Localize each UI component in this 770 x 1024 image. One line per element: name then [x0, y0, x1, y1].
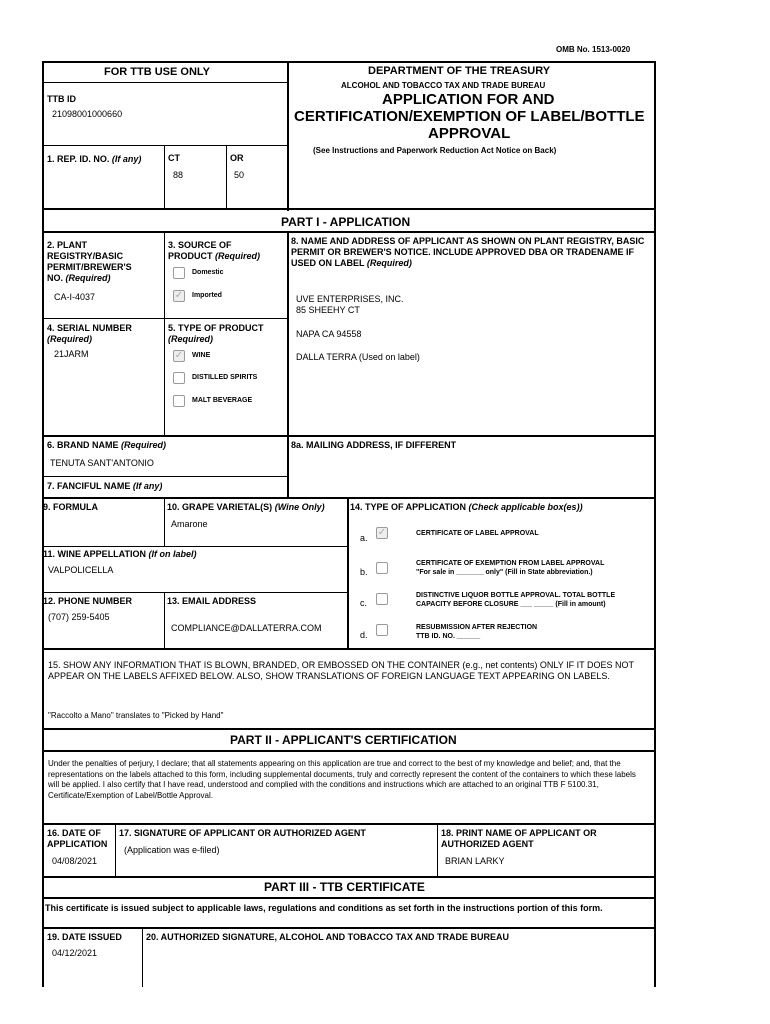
serial-number-label: 4. SERIAL NUMBER (Required) [47, 323, 132, 344]
email-address-label: 13. EMAIL ADDRESS [167, 596, 257, 606]
resubmission-option: RESUBMISSION AFTER REJECTION TTB ID. NO. ______ [416, 624, 538, 640]
bureau-heading: ALCOHOL AND TOBACCO TAX AND TRADE BUREAU [341, 81, 546, 90]
domestic-checkbox[interactable] [173, 267, 185, 279]
frame-right [654, 61, 656, 987]
omb-number: OMB No. 1513-0020 [556, 45, 631, 54]
option-b-letter: b. [360, 567, 368, 577]
part-3-title: PART III - TTB CERTIFICATE [264, 880, 425, 894]
department-heading: DEPARTMENT OF THE TREASURY [368, 65, 551, 77]
resubmission-checkbox[interactable] [376, 624, 388, 636]
ct-value: 88 [173, 170, 184, 180]
application-type-label: 14. TYPE OF APPLICATION (Check applicable box(es)) [350, 502, 583, 512]
date-of-application-label: 16. DATE OF APPLICATION [47, 828, 108, 849]
check-icon: ✓ [377, 527, 387, 538]
signature-value: (Application was e-filed) [124, 845, 220, 855]
email-address-value: COMPLIANCE@DALLATERRA.COM [171, 623, 322, 633]
domestic-label: Domestic [192, 269, 224, 276]
malt-beverage-checkbox[interactable] [173, 395, 185, 407]
brand-name-value: TENUTA SANT'ANTONIO [50, 458, 154, 468]
header-divider [287, 61, 289, 211]
option-a-letter: a. [360, 533, 368, 543]
phone-number-value: (707) 259-5405 [48, 612, 110, 622]
plant-registry-value: CA-I-4037 [54, 292, 96, 302]
serial-number-value: 21JARM [54, 349, 89, 359]
date-issued-value: 04/12/2021 [52, 948, 98, 958]
part-1-title: PART I - APPLICATION [281, 215, 411, 229]
option-d-letter: d. [360, 630, 368, 640]
source-of-product-label: 3. SOURCE OF PRODUCT (Required) [168, 240, 261, 261]
print-name-label: 18. PRINT NAME OF APPLICANT OR AUTHORIZED AGENT [441, 828, 597, 849]
certificate-text: This certificate is issued subject to applicable laws, regulations and conditions as set forth in the instructions portion of this form. [45, 903, 603, 913]
item-15-value: "Raccolto a Mano" translates to "Picked by Hand" [48, 711, 224, 720]
mailing-address-label: 8a. MAILING ADDRESS, IF DIFFERENT [291, 440, 457, 450]
exemption-checkbox[interactable] [376, 562, 388, 574]
applicant-line-4: DALLA TERRA (Used on label) [296, 352, 420, 362]
applicant-name-address-label: 8. NAME AND ADDRESS OF APPLICANT AS SHOWN ON PLANT REGISTRY, BASIC PERMIT OR BREWER'S NOTICE. INCLUDE APPROVED DBA OR TRADENAME IF USED ON LABEL (Required) [291, 236, 645, 268]
authorized-signature-label: 20. AUTHORIZED SIGNATURE, ALCOHOL AND TOBACCO TAX AND TRADE BUREAU [146, 932, 510, 942]
distilled-spirits-label: DISTILLED SPIRITS [192, 374, 258, 381]
ct-label: CT [168, 153, 180, 163]
distinctive-bottle-checkbox[interactable] [376, 593, 388, 605]
date-of-application-value: 04/08/2021 [52, 856, 98, 866]
wine-checkbox[interactable] [173, 350, 185, 362]
rep-id-label: 1. REP. ID. NO. (If any) [47, 154, 142, 164]
check-icon: ✓ [174, 350, 184, 361]
phone-number-label: 12. PHONE NUMBER [43, 596, 133, 606]
frame-left [42, 61, 44, 987]
item-15-instructions: 15. SHOW ANY INFORMATION THAT IS BLOWN, BRANDED, OR EMBOSSED ON THE CONTAINER (e.g., net contents) ONLY IF IT DOES NOT APPEAR ON THE LABELS AFFIXED BELOW. ALSO, SHOW TRANSLATIONS OF FOREIGN LANGUAGE TEXT APPEARING ON LABELS. [48, 660, 634, 681]
certification-text: Under the penalties of perjury, I declare; that all statements appearing on this application are true and correct to the best of my knowledge and belief; and, that the representations on the labels attached to this form, including supplemental documents, truly and correctly represent the content of the containers to which these labels will be applied. I also certify that I have read, understood and complied with the conditions and instructions which are attached to an original TTB F 5100.31, Certificate/Exemption of Label/Bottle Approval. [48, 759, 636, 800]
wine-appellation-value: VALPOLICELLA [48, 565, 114, 575]
print-name-value: BRIAN LARKY [445, 856, 505, 866]
check-icon: ✓ [174, 290, 184, 301]
wine-label: WINE [192, 352, 211, 359]
option-c-letter: c. [360, 598, 368, 608]
grape-varietal-label: 10. GRAPE VARIETAL(S) (Wine Only) [167, 502, 325, 512]
malt-beverage-label: MALT BEVERAGE [192, 397, 253, 404]
fanciful-name-label: 7. FANCIFUL NAME (If any) [47, 481, 163, 491]
frame-top [42, 61, 655, 63]
applicant-line-1: UVE ENTERPRISES, INC. [296, 294, 404, 304]
brand-name-label: 6. BRAND NAME (Required) [47, 440, 167, 450]
signature-label: 17. SIGNATURE OF APPLICANT OR AUTHORIZED AGENT [119, 828, 366, 838]
ttb-id-label: TTB ID [47, 94, 76, 104]
part-2-title: PART II - APPLICANT'S CERTIFICATION [230, 733, 457, 747]
applicant-line-3: NAPA CA 94558 [296, 329, 362, 339]
label-approval-checkbox[interactable] [376, 527, 388, 539]
or-value: 50 [234, 170, 245, 180]
ttb-id-value: 21098001000660 [52, 109, 123, 119]
distinctive-bottle-option: DISTINCTIVE LIQUOR BOTTLE APPROVAL. TOTAL BOTTLE CAPACITY BEFORE CLOSURE ___ _____ (Fill in amount) [416, 592, 616, 608]
wine-appellation-label: 11. WINE APPELLATION (If on label) [43, 549, 197, 559]
exemption-option: CERTIFICATE OF EXEMPTION FROM LABEL APPROVAL "For sale in _______ only" (Fill in State abbreviation.) [416, 560, 605, 576]
form-title-line-1: APPLICATION FOR AND [382, 91, 555, 108]
instructions-note: (See Instructions and Paperwork Reduction Act Notice on Back) [313, 146, 557, 155]
imported-label: Imported [192, 292, 222, 299]
form-title-line-3: APPROVAL [428, 125, 511, 142]
grape-varietal-value: Amarone [171, 519, 208, 529]
date-issued-label: 19. DATE ISSUED [47, 932, 122, 942]
label-approval-option: CERTIFICATE OF LABEL APPROVAL [416, 530, 539, 537]
distilled-spirits-checkbox[interactable] [173, 372, 185, 384]
or-label: OR [230, 153, 244, 163]
ttb-use-only-heading: FOR TTB USE ONLY [104, 66, 210, 78]
applicant-line-2: 85 SHEEHY CT [296, 305, 360, 315]
form-title-line-2: CERTIFICATION/EXEMPTION OF LABEL/BOTTLE [294, 108, 645, 125]
plant-registry-label: 2. PLANT REGISTRY/BASIC PERMIT/BREWER'S NO. (Required) [47, 240, 132, 283]
imported-checkbox[interactable] [173, 290, 185, 302]
formula-label: 9. FORMULA [43, 502, 98, 512]
type-of-product-label: 5. TYPE OF PRODUCT (Required) [168, 323, 264, 344]
